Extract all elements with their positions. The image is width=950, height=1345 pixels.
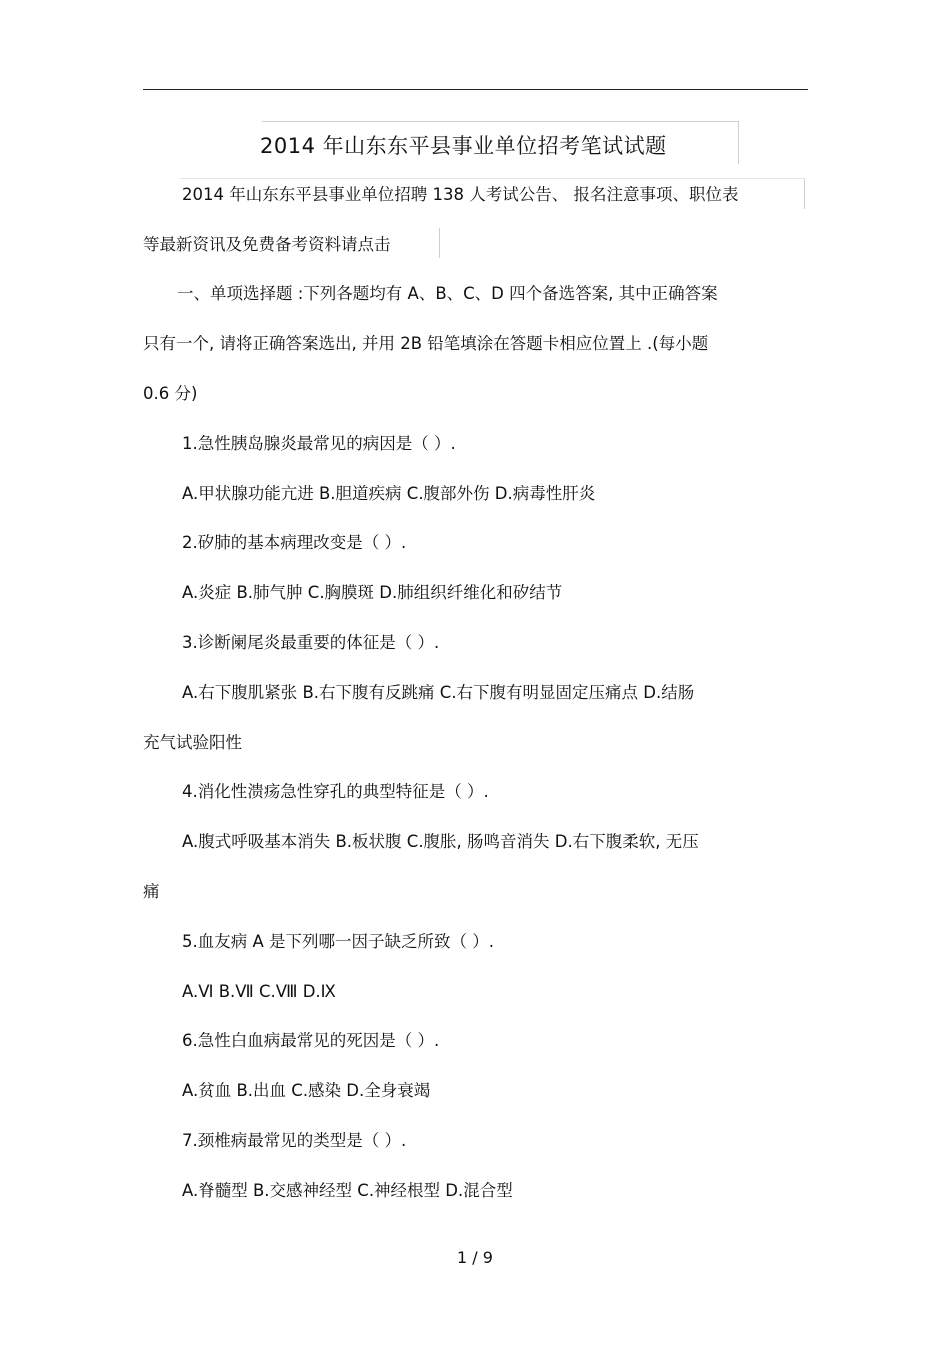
intro-link[interactable]: 等最新资讯及免费备考资料请点击 [143,235,391,254]
question-6-options: A.贫血 B.出血 C.感染 D.全身衰竭 [182,1081,431,1100]
question-4-options: A.腹式呼吸基本消失 B.板状腹 C.腹胀, 肠鸣音消失 D.右下腹柔软, 无压 [182,832,699,851]
section-text: 只有一个, 请将正确答案选出, 并用 2B 铅笔填涂在答题卡相应位置上 .(每小题 [143,334,709,353]
question-1: 1.急性胰岛腺炎最常见的病因是（ ）. [182,434,456,453]
question-1-options: A.甲状腺功能亢进 B.胆道疾病 C.腹部外伤 D.病毒性肝炎 [182,484,596,503]
question-3: 3.诊断阑尾炎最重要的体征是（ ）. [182,633,440,652]
section-heading: 一、单项选择题 :下列各题均有 A、B、C、D 四个备选答案, 其中正确答案 [177,284,718,303]
question-5-options: A.Ⅵ B.Ⅶ C.Ⅷ D.Ⅸ [182,982,336,1001]
page-number: 1 / 9 [457,1248,493,1267]
question-4-options-cont: 痛 [143,882,160,901]
question-2-options: A.炎症 B.肺气肿 C.胸膜斑 D.肺组织纤维化和矽结节 [182,583,563,602]
question-7-options: A.脊髓型 B.交感神经型 C.神经根型 D.混合型 [182,1181,513,1200]
question-7: 7.颈椎病最常见的类型是（ ）. [182,1131,407,1150]
intro-text: 2014 年山东东平县事业单位招聘 138 人考试公告、 报名注意事项、职位表 [182,185,739,204]
question-3-options-cont: 充气试验阳性 [143,733,242,752]
question-6: 6.急性白血病最常见的死因是（ ）. [182,1031,440,1050]
question-2: 2.矽肺的基本病理改变是（ ）. [182,533,407,552]
question-4: 4.消化性溃疡急性穿孔的典型特征是（ ）. [182,782,489,801]
section-text: 0.6 分) [143,384,198,403]
question-5: 5.血友病 A 是下列哪一因子缺乏所致（ ）. [182,932,495,951]
header-rule [143,89,808,90]
question-3-options: A.右下腹肌紧张 B.右下腹有反跳痛 C.右下腹有明显固定压痛点 D.结肠 [182,683,695,702]
page-title: 2014 年山东东平县事业单位招考笔试试题 [260,134,667,158]
